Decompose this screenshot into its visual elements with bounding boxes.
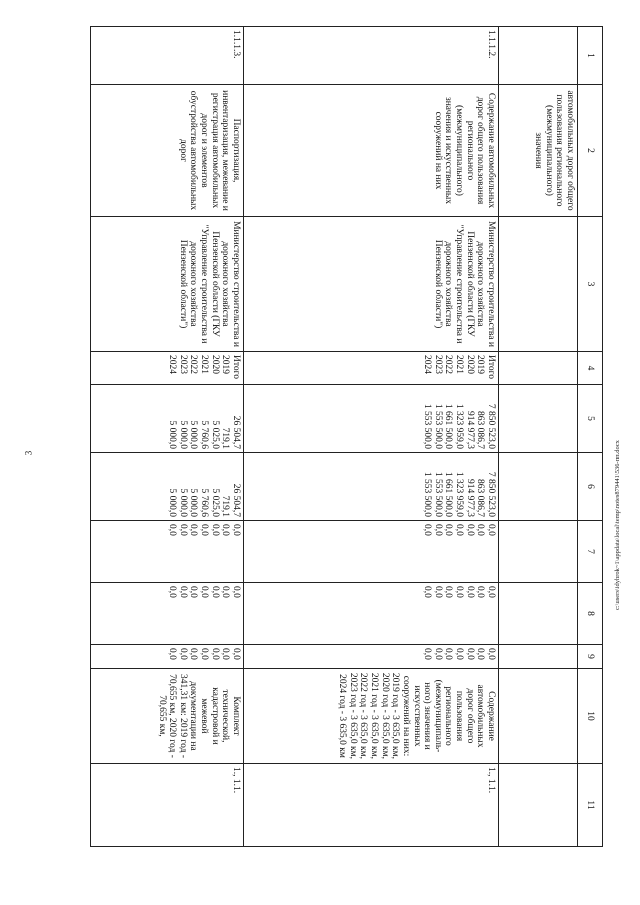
program-table-body: [90, 26, 499, 847]
link-cell: 1., 1.1.: [91, 764, 244, 847]
regional-cell-value: 914 977,3: [464, 479, 475, 517]
table-row: [244, 27, 499, 847]
col8-cell-value: 0,0: [209, 586, 220, 598]
col-header: 2: [578, 85, 603, 217]
col7-cell-value: 0,0: [177, 524, 188, 536]
indicator: Содержание автомобильных дорог общего пользования регионального (межмуниципаль-ного) значения и искусственных сооружений на них: 2019 год - 3 635,0 км, 2020 год - 3 635,0 км, 2021 год - 3 635,0 км, 2022 год - 3 635,0 км, 2023 год - 3 635,0 км, 2024 год - 3 635,0 км: [244, 669, 499, 764]
col7-cell: [244, 521, 499, 583]
col8-cell-value: 0,0: [231, 586, 241, 598]
regional-cell-value: 5 760,6: [199, 488, 210, 517]
total-cell-value: 1 553 500,0: [432, 403, 443, 449]
years-cell-value: 2023: [432, 355, 443, 374]
regional-cell-value: 719,1: [220, 495, 231, 517]
col9-cell-value: 0,0: [177, 648, 188, 660]
col-header: 8: [578, 583, 603, 645]
col8-cell-value: 0,0: [177, 586, 188, 598]
total-cell-value: 1 553 500,0: [422, 403, 433, 449]
regional-cell-value: 1 553 500,0: [422, 471, 433, 517]
col9-cell-value: 0,0: [432, 648, 443, 660]
total-cell-value: 863 086,7: [475, 411, 486, 449]
col-header: 11: [578, 764, 603, 847]
rotated-sheet: [93, 26, 603, 846]
total-cell: [91, 385, 244, 453]
regional-cell-value: 5 000,0: [167, 488, 178, 517]
executor: Министерство строительства и дорожного хозяйства Пензенской области (ГКУ "Управление строительства и дорожного хозяйства Пензенской области"): [244, 217, 499, 352]
col7-cell-value: 0,0: [464, 524, 475, 536]
total-cell-value: 719,1: [220, 427, 231, 449]
indicator: Комплект технической, кадастровой и межевой документации на 341,31 км: 2019 год - 70,655 км, 2020 год - 70,655 км,: [91, 669, 244, 764]
years-cell: [244, 352, 499, 385]
total-cell-value: 5 000,0: [167, 420, 178, 449]
col9-cell-value: 0,0: [167, 648, 178, 660]
link-cell: 1., 1.1.: [244, 764, 499, 847]
total-cell-value: 7 850 523,0: [486, 403, 496, 449]
col9-cell-value: 0,0: [486, 648, 496, 660]
col8-cell-value: 0,0: [454, 586, 465, 598]
total-cell-value: 5 760,6: [199, 420, 210, 449]
col7-cell-value: 0,0: [199, 524, 210, 536]
years-cell-value: 2022: [188, 355, 199, 374]
col-header: 10: [578, 669, 603, 764]
regional-cell: [91, 453, 244, 521]
total-cell-value: 914 977,3: [464, 411, 475, 449]
col7-cell-value: 0,0: [220, 524, 231, 536]
years-cell-value: 2019: [220, 355, 231, 374]
col7-cell-value: 0,0: [167, 524, 178, 536]
executor: Министерство строительства и дорожного хозяйства Пензенской области (ГКУ "Управление строительства и дорожного хозяйства Пензенской области"): [91, 217, 244, 352]
years-cell-value: Итого: [486, 355, 496, 380]
years-cell-value: 2019: [475, 355, 486, 374]
years-cell: [91, 352, 244, 385]
col7-cell: [91, 521, 244, 583]
regional-cell-value: 7 850 523,0: [486, 471, 496, 517]
col7-cell-value: 0,0: [231, 524, 241, 536]
total-cell-value: 5 000,0: [188, 420, 199, 449]
col9-cell-value: 0,0: [199, 648, 210, 660]
col7-cell-value: 0,0: [475, 524, 486, 536]
years-cell-value: 2024: [167, 355, 178, 374]
col-header: 7: [578, 521, 603, 583]
col8-cell-value: 0,0: [220, 586, 231, 598]
regional-cell-value: 5 025,0: [209, 488, 220, 517]
col9-cell-value: 0,0: [464, 648, 475, 660]
col8-cell-value: 0,0: [464, 586, 475, 598]
regional-cell: [244, 453, 499, 521]
header-row: [578, 27, 603, 847]
regional-cell-value: 26 504,7: [231, 483, 241, 517]
col7-cell-value: 0,0: [443, 524, 454, 536]
col8-cell-value: 0,0: [443, 586, 454, 598]
regional-cell-value: 1 661 500,0: [443, 471, 454, 517]
col9-cell: [244, 645, 499, 669]
years-cell-value: 2020: [464, 355, 475, 374]
years-cell-value: 2023: [177, 355, 188, 374]
col9-cell-value: 0,0: [454, 648, 465, 660]
regional-cell-value: 5 000,0: [188, 488, 199, 517]
col-header: 1: [578, 27, 603, 85]
col9-cell-value: 0,0: [475, 648, 486, 660]
total-cell-value: 26 504,7: [231, 415, 241, 449]
col8-cell: [244, 583, 499, 645]
col-header: 4: [578, 352, 603, 385]
col8-cell: [91, 583, 244, 645]
regional-cell-value: 5 000,0: [177, 488, 188, 517]
col-header: 6: [578, 453, 603, 521]
col9-cell-value: 0,0: [443, 648, 454, 660]
col8-cell-value: 0,0: [188, 586, 199, 598]
continuation-name: автомобильных дорог общего пользования регионального (межмуниципального) значения: [499, 85, 578, 217]
col8-cell-value: 0,0: [167, 586, 178, 598]
col9-cell-value: 0,0: [188, 648, 199, 660]
col7-cell-value: 0,0: [454, 524, 465, 536]
years-cell-value: 2021: [454, 355, 465, 374]
regional-cell-value: 863 086,7: [475, 479, 486, 517]
total-cell-value: 1 661 500,0: [443, 403, 454, 449]
activity-name: Содержание автомобильных дорог общего пользования регионального (межмуниципального) значения и искусственных сооружений на них: [244, 85, 499, 217]
col9-cell-value: 0,0: [231, 648, 241, 660]
activity-name: Паспортизация, инвентаризация, межевание и регистрация автомобильных дорог и элементов обустройства автомобильных дорог: [91, 85, 244, 217]
col7-cell-value: 0,0: [422, 524, 433, 536]
col7-cell-value: 0,0: [486, 524, 496, 536]
col8-cell-value: 0,0: [199, 586, 210, 598]
col8-cell-value: 0,0: [486, 586, 496, 598]
col7-cell-value: 0,0: [188, 524, 199, 536]
regional-cell-value: 1 553 500,0: [432, 471, 443, 517]
years-cell-value: 2021: [199, 355, 210, 374]
col8-cell-value: 0,0: [432, 586, 443, 598]
row-number: 1.1.1.2.: [244, 27, 499, 85]
col-header: 9: [578, 645, 603, 669]
col-header: 5: [578, 385, 603, 453]
years-cell-value: 2022: [443, 355, 454, 374]
total-cell: [244, 385, 499, 453]
col9-cell-value: 0,0: [422, 648, 433, 660]
col9-cell-value: 0,0: [220, 648, 231, 660]
continuation-row: [499, 27, 578, 847]
col8-cell-value: 0,0: [422, 586, 433, 598]
col-header: 3: [578, 217, 603, 352]
page-number: 3: [23, 450, 34, 456]
total-cell-value: 5 000,0: [177, 420, 188, 449]
years-cell-value: 2020: [209, 355, 220, 374]
total-cell-value: 5 025,0: [209, 420, 220, 449]
program-table: [498, 26, 603, 847]
total-cell-value: 1 323 959,0: [454, 403, 465, 449]
col9-cell-value: 0,0: [209, 648, 220, 660]
col7-cell-value: 0,0: [209, 524, 220, 536]
years-cell-value: Итого: [231, 355, 241, 380]
col9-cell: [91, 645, 244, 669]
table-row: [91, 27, 244, 847]
years-cell-value: 2024: [422, 355, 433, 374]
regional-cell-value: 1 323 959,0: [454, 471, 465, 517]
col7-cell-value: 0,0: [432, 524, 443, 536]
col8-cell-value: 0,0: [475, 586, 486, 598]
row-number: 1.1.1.3.: [91, 27, 244, 85]
